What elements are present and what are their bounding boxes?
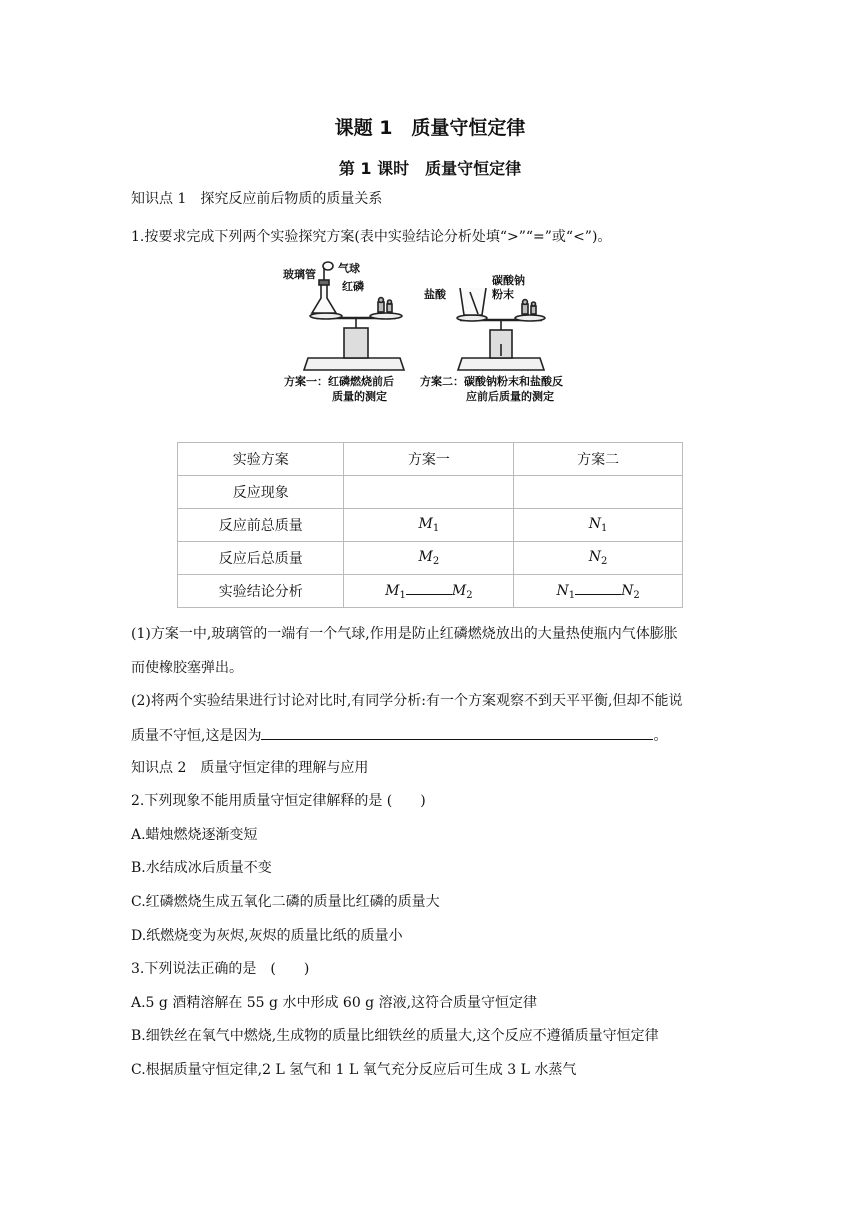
var-n: N xyxy=(588,516,602,532)
question-1-2-line1: (2)将两个实验结果进行讨论对比时,有同学分析:有一个方案观察不到天平平衡,但却不能说 xyxy=(131,693,683,709)
table-row xyxy=(178,575,683,608)
label-sodium-carbonate: 碳酸钠 xyxy=(492,274,525,287)
comparison-blank[interactable] xyxy=(575,582,621,595)
question-3-option-c: C.根据质量守恒定律,2 L 氢气和 1 L 氧气充分反应后可生成 3 L 水蒸气 xyxy=(131,1062,577,1078)
experiment-figure xyxy=(280,258,590,406)
subscript: 1 xyxy=(432,523,440,534)
table-cell: 实验结论分析 xyxy=(178,575,344,608)
var-m: M xyxy=(418,549,433,565)
question-1-1-line2: 而使橡胶塞弹出。 xyxy=(131,660,243,676)
knowledge-point-1: 知识点 1 探究反应前后物质的质量关系 xyxy=(131,191,383,207)
answer-cell[interactable] xyxy=(514,476,683,509)
label-powder: 粉末 xyxy=(492,288,514,301)
label-balloon: 气球 xyxy=(338,262,360,275)
lesson-subtitle: 第 1 课时 质量守恒定律 xyxy=(338,159,522,178)
table-row xyxy=(178,542,683,575)
question-3-option-a: A.5 g 酒精溶解在 55 g 水中形成 60 g 溶液,这符合质量守恒定律 xyxy=(131,995,538,1011)
subscript: 2 xyxy=(601,556,608,567)
question-1: 1.按要求完成下列两个实验探究方案(表中实验结论分析处填“>”“=”或“<”)。 xyxy=(131,229,612,245)
period: 。 xyxy=(653,728,668,744)
answer-cell[interactable] xyxy=(344,476,514,509)
subscript: 2 xyxy=(466,589,473,601)
question-1-2-text: 质量不守恒,这是因为 xyxy=(131,728,262,744)
label-glass-tube: 玻璃管 xyxy=(283,268,316,281)
question-3-option-b: B.细铁丝在氧气中燃烧,生成物的质量比细铁丝的质量大,这个反应不遵循质量守恒定律 xyxy=(131,1028,659,1044)
subscript: 1 xyxy=(601,523,608,534)
var-m: M xyxy=(385,582,400,599)
table-row xyxy=(178,443,683,476)
question-2-option-b: B.水结成冰后质量不变 xyxy=(131,860,272,876)
table-cell: 反应前总质量 xyxy=(178,509,344,542)
table-cell xyxy=(514,509,683,542)
table-cell: 实验方案 xyxy=(178,443,344,476)
table-cell: 反应现象 xyxy=(178,476,344,509)
label-red-phosphorus: 红磷 xyxy=(342,280,364,293)
var-m: M xyxy=(451,582,467,599)
table-cell xyxy=(344,509,514,542)
table-cell xyxy=(514,542,683,575)
subscript: 1 xyxy=(568,589,576,601)
label-hcl: 盐酸 xyxy=(424,288,446,301)
table-cell: 方案二 xyxy=(514,443,683,476)
question-2: 2.下列现象不能用质量守恒定律解释的是 ( ) xyxy=(131,793,426,809)
caption-scheme-2-line1: 方案二：碳酸钠粉末和盐酸反 xyxy=(420,375,563,388)
table-cell xyxy=(344,542,514,575)
table-row xyxy=(178,509,683,542)
table-cell xyxy=(344,575,514,608)
caption-scheme-1-line1: 方案一：红磷燃烧前后 xyxy=(284,375,394,388)
question-2-option-d: D.纸燃烧变为灰烬,灰烬的质量比纸的质量小 xyxy=(131,928,403,944)
table-cell: 反应后总质量 xyxy=(178,542,344,575)
subscript: 2 xyxy=(633,589,640,601)
table-cell xyxy=(514,575,683,608)
var-m: M xyxy=(418,516,433,532)
table-cell: 方案一 xyxy=(344,443,514,476)
subscript: 1 xyxy=(399,589,406,601)
caption-scheme-2-line2: 应前后质量的测定 xyxy=(466,390,554,403)
question-3: 3.下列说法正确的是 ( ) xyxy=(131,961,310,977)
comparison-blank[interactable] xyxy=(406,582,452,595)
page-title: 课题 1 质量守恒定律 xyxy=(334,117,526,139)
subscript: 2 xyxy=(432,556,440,567)
question-2-option-a: A.蜡烛燃烧逐渐变短 xyxy=(131,827,258,843)
table-row xyxy=(178,476,683,509)
question-2-option-c: C.红磷燃烧生成五氧化二磷的质量比红磷的质量大 xyxy=(131,894,440,910)
experiment-table xyxy=(177,442,683,608)
caption-scheme-1-line2: 质量的测定 xyxy=(332,390,387,403)
var-n: N xyxy=(556,582,569,599)
knowledge-point-2: 知识点 2 质量守恒定律的理解与应用 xyxy=(131,760,369,776)
question-1-1-line1: (1)方案一中,玻璃管的一端有一个气球,作用是防止红磷燃烧放出的大量热使瓶内气体膨胀 xyxy=(131,626,678,642)
question-1-2-line2 xyxy=(131,725,667,746)
var-n: N xyxy=(621,582,634,599)
answer-blank[interactable] xyxy=(261,725,653,740)
var-n: N xyxy=(588,549,602,565)
